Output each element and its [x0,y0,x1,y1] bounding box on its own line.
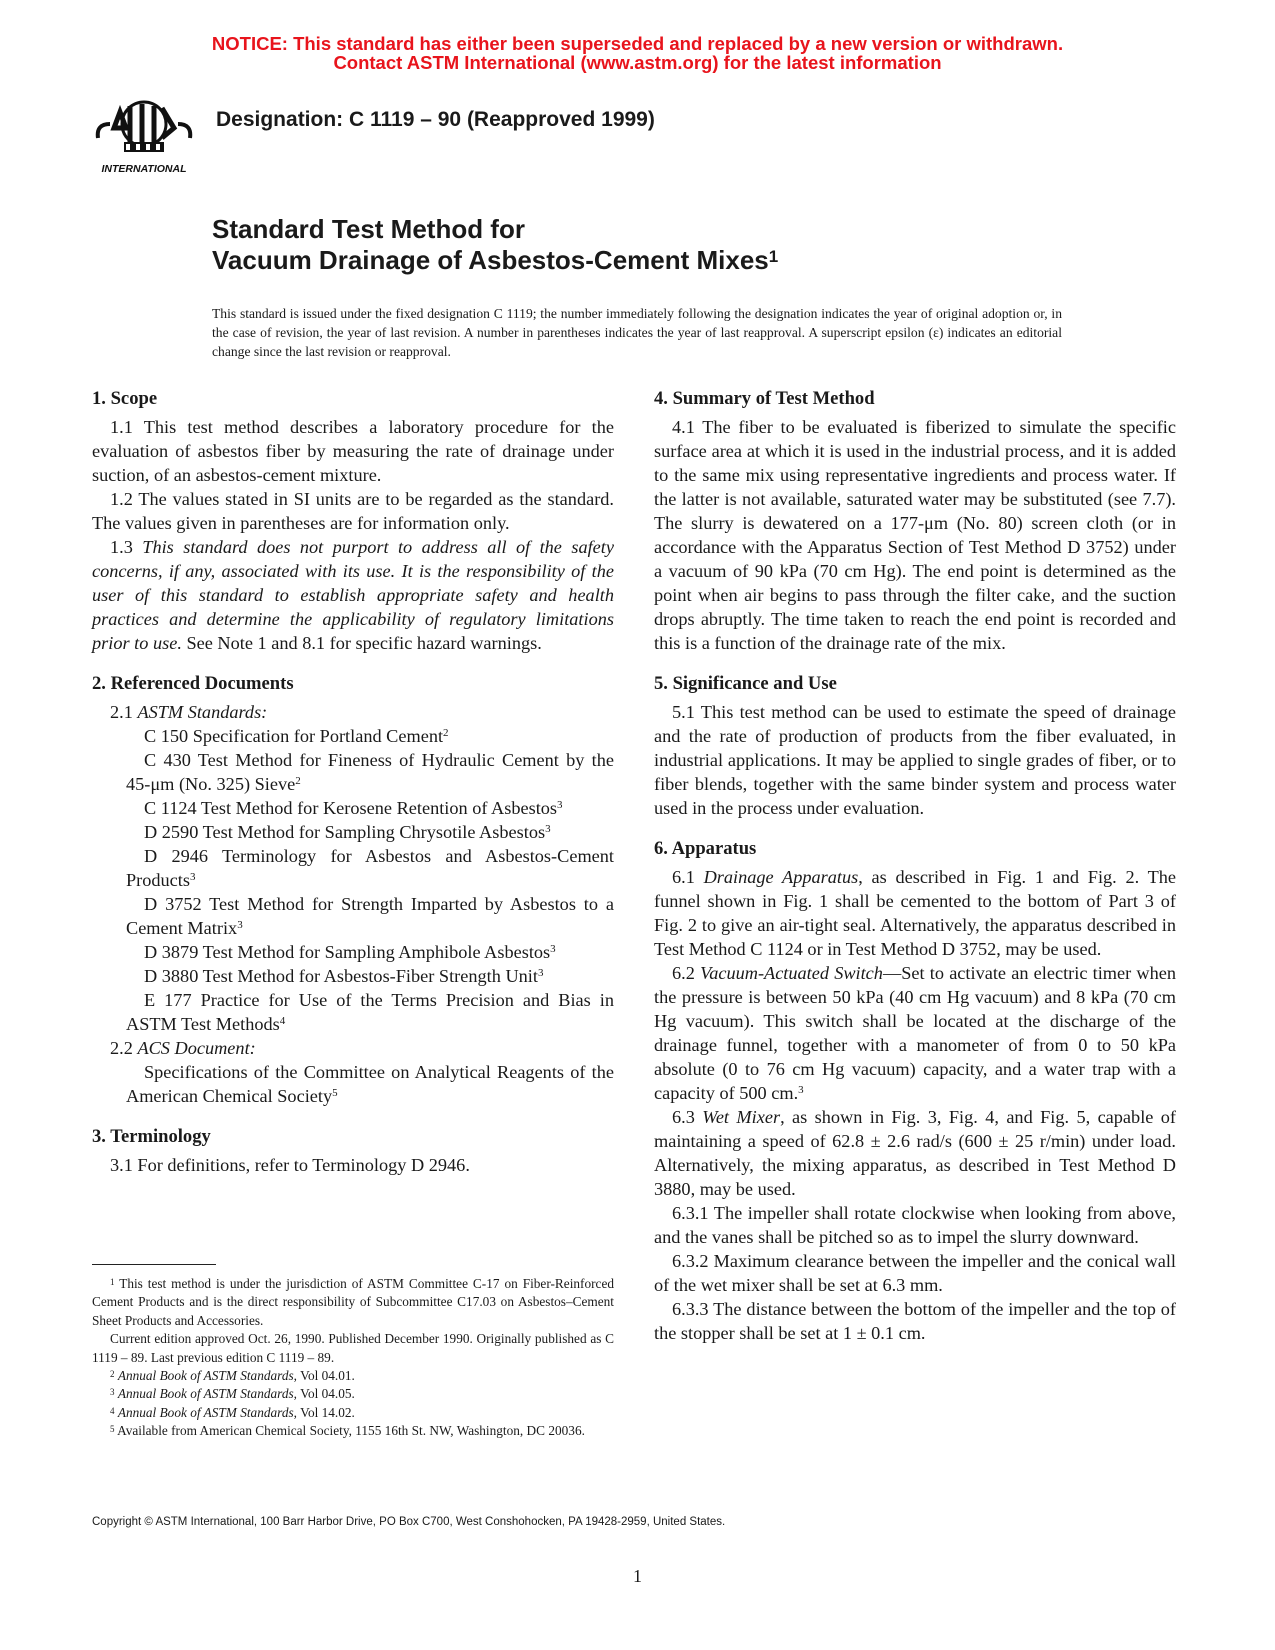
footnote [92,1367,614,1385]
para-text: —Set to activate an electric timer when the pressure is between 50 kPa (40 cm Hg vacuum) and 8 kPa (70 cm Hg vacuum). This switch shall be located at the discharge of the drainage funnel, together with a manometer of from 0 to 50 kPa absolute (0 to 76 cm Hg vacuum) capacity, and a water trap with a capacity of 500 cm. [654,963,1176,1103]
footnote-text: , Vol 14.02. [293,1404,355,1420]
title-line-2 [212,245,778,276]
section-terminology [92,1125,614,1177]
page-title [212,214,778,276]
footnote [92,1385,614,1403]
footnote-ref: 2 [295,775,301,787]
reference-item [92,724,614,748]
paragraph: 1.1 This test method describes a laboratory procedure for the evaluation of asbestos fiber by measuring the rate of drainage under suction, of an asbestos-cement mixture. [92,417,614,485]
notice-line-1: NOTICE: This standard has either been superseded and replaced by a new version or withdrawn. [211,33,1064,54]
para-number: 6.2 [672,963,695,983]
footnote-source: Annual Book of ASTM Standards [117,1368,294,1384]
section-heading: 6. Apparatus [654,838,757,859]
footnote-ref: 3 [237,919,243,931]
reference-text: D 3752 Test Method for Strength Imparted by Asbestos to a Cement Matrix [126,894,614,938]
footnote-text: , Vol 04.05. [293,1386,355,1402]
reference-text: Specifications of the Committee on Analytical Reagents of the American Chemical Society [126,1062,614,1106]
title-footnote-ref: 1 [768,247,779,266]
paragraph: 6.3.1 The impeller shall rotate clockwise when looking from above, and the vanes shall be pitched so as to impel the slurry downward. [654,1203,1176,1247]
astm-reference-list [92,724,614,1036]
para-number: 2.1 [110,702,133,722]
para-number: 2.2 [110,1038,133,1058]
designation: Designation: C 1119 – 90 (Reapproved 1999) [216,108,655,131]
notice-line-2: Contact ASTM International (www.astm.org) for the latest information [333,52,942,73]
section-summary [654,387,1176,655]
paragraph: 6.3.2 Maximum clearance between the impeller and the conical wall of the wet mixer shall be set at 6.3 mm. [654,1251,1176,1295]
notice-banner [0,34,1275,72]
section-apparatus [654,837,1176,1345]
footnote-marker: 3 [110,1387,115,1398]
footnote-source: Annual Book of ASTM Standards [117,1386,294,1402]
left-column [92,387,614,1194]
footnote-text: This test method is under the jurisdiction of ASTM Committee C-17 on Fiber-Reinforced Cement Products and is the direct responsibility of Subcommittee C17.03 on Asbestos–Cement Sheet Products and Accessories. [92,1276,614,1328]
section-heading: 1. Scope [92,388,158,409]
right-column [654,387,1176,1362]
page-number: 1 [633,1566,642,1586]
footnote-ref: 3 [189,871,196,883]
subheading: ASTM Standards: [137,702,268,722]
reference-text: C 430 Test Method for Fineness of Hydraulic Cement by the 45-μm (No. 325) Sieve [126,750,614,794]
title-line-1: Standard Test Method for [212,214,525,244]
reference-item [92,748,614,796]
footnote-ref: 3 [557,799,563,811]
footnote-ref: 3 [550,943,556,955]
paragraph [92,535,614,655]
section-heading: 2. Referenced Documents [92,673,294,694]
paragraph [654,1105,1176,1201]
section-heading: 4. Summary of Test Method [654,388,875,409]
paragraph [654,961,1176,1105]
astm-logo-graphic [90,98,198,180]
section-scope [92,387,614,655]
reference-item [92,1060,614,1108]
footnote-text: Available from American Chemical Society, 1155 16th St. NW, Washington, DC 20036. [117,1423,585,1439]
footnote-ref: 2 [443,727,449,739]
term: Drainage Apparatus [703,867,859,887]
term: Wet Mixer [702,1107,781,1127]
footnote-ref: 3 [798,1084,804,1096]
reference-item [92,940,614,964]
reference-item [92,988,614,1036]
footnote-text: , Vol 04.01. [293,1368,355,1384]
footnote [92,1404,614,1422]
reference-item [92,796,614,820]
paragraph [92,1036,614,1060]
footnote-ref: 3 [545,823,551,835]
footnote-ref: 3 [537,967,544,979]
footnote-source: Annual Book of ASTM Standards [117,1404,294,1420]
paragraph: 4.1 The fiber to be evaluated is fiberized to simulate the specific surface area at which it is used in the industrial process, and it is added to the same mix using representative ingredients and process water. If the latter is not available, saturated water may be substituted (see 7.7). The slurry is dewatered on a 177-μm (No. 80) screen cloth (or in accordance with the Apparatus Section of Test Method D 3752) under a vacuum of 90 kPa (70 cm Hg). The end point is determined as the point when air begins to pass through the filter cake, and the suction drops abruptly. The time taken to reach the end point is recorded and this is a function of the drainage rate of the mix. [654,417,1176,653]
footnote-ref: 4 [279,1015,286,1027]
reference-text: D 2946 Terminology for Asbestos and Asbestos-Cement Products [126,846,614,890]
reference-text: D 3880 Test Method for Asbestos-Fiber Strength Unit [144,966,538,986]
paragraph [654,865,1176,961]
para-text: , as described in Fig. 1 and Fig. 2. The funnel shown in Fig. 1 shall be cemented to the bottom of Part 3 of Fig. 2 to give an air-tight seal. Alternatively, the apparatus described in Test Method C 1124 or in Test Method D 3752, may be used. [654,867,1176,959]
para-number: 6.3 [672,1107,695,1127]
footnote-marker: 4 [110,1405,115,1416]
paragraph: 3.1 For definitions, refer to Terminology D 2946. [110,1155,470,1175]
reference-item [92,844,614,892]
issue-note: This standard is issued under the fixed designation C 1119; the number immediately following the designation indicates the year of original adoption or, in the case of revision, the year of last revision. A number in parentheses indicates the year of last reapproval. A superscript epsilon (ε) indicates an editorial change since the last revision or reapproval. [212,306,1062,359]
reference-text: D 3879 Test Method for Sampling Amphibole Asbestos [144,942,551,962]
reference-item [92,892,614,940]
section-heading: 3. Terminology [92,1126,211,1147]
reference-item [92,964,614,988]
para-text: See Note 1 and 8.1 for specific hazard warnings. [181,633,542,653]
footnote [92,1422,614,1440]
reference-text: E 177 Practice for Use of the Terms Precision and Bias in ASTM Test Methods [126,990,614,1034]
footnote-marker: 5 [110,1424,115,1435]
footnote-ref: 5 [332,1087,338,1099]
logo-caption: INTERNATIONAL [101,163,187,175]
paragraph [92,700,614,724]
footnotes [92,1275,614,1441]
term: Vacuum-Actuated Switch [700,963,883,983]
paragraph: 1.2 The values stated in SI units are to be regarded as the standard. The values given in parentheses are for information only. [92,489,614,533]
footnote-marker: 1 [110,1277,115,1287]
reference-item [92,820,614,844]
astm-logo-icon [90,98,198,180]
footnote-marker: 2 [110,1369,115,1380]
paragraph: 6.3.3 The distance between the bottom of the impeller and the top of the stopper shall be set at 1 ± 0.1 cm. [654,1299,1176,1343]
section-significance [654,672,1176,820]
safety-statement: This standard does not purport to address all of the safety concerns, if any, associated with its use. It is the responsibility of the user of this standard to establish appropriate safety and health practices and determine the applicability of regulatory limitations prior to use. [92,537,614,653]
reference-text: C 150 Specification for Portland Cement [144,726,444,746]
footnote: Current edition approved Oct. 26, 1990. Published December 1990. Originally published as C 1119 – 89. Last previous edition C 1119 – 89. [92,1331,614,1365]
reference-text: D 2590 Test Method for Sampling Chrysotile Asbestos [144,822,546,842]
subheading: ACS Document: [137,1038,256,1058]
reference-text: C 1124 Test Method for Kerosene Retention of Asbestos [144,798,558,818]
acs-reference-list [92,1060,614,1108]
section-referenced-documents [92,672,614,1108]
paragraph: 5.1 This test method can be used to estimate the speed of drainage and the rate of production of products from the fiber evaluated, in industrial applications. It may be applied to single grades of fiber, or to fiber blends, together with the same binder system and process water used in the process under evaluation. [654,702,1176,818]
section-heading: 5. Significance and Use [654,673,837,694]
footnote-divider [92,1264,216,1265]
para-text: , as shown in Fig. 3, Fig. 4, and Fig. 5, capable of maintaining a speed of 62.8 ± 2.6 rad/s (600 ± 25 r/min) under load. Alternatively, the mixing apparatus, as described in Test Method D 3880, may be used. [654,1107,1177,1199]
para-number: 1.3 [110,537,133,557]
para-number: 6.1 [672,867,695,887]
title-line-2-text: Vacuum Drainage of Asbestos-Cement Mixes [212,245,769,275]
footnote [92,1275,614,1330]
copyright: Copyright © ASTM International, 100 Barr Harbor Drive, PO Box C700, West Conshohocken, PA 19428-2959, United States. [92,1516,726,1528]
